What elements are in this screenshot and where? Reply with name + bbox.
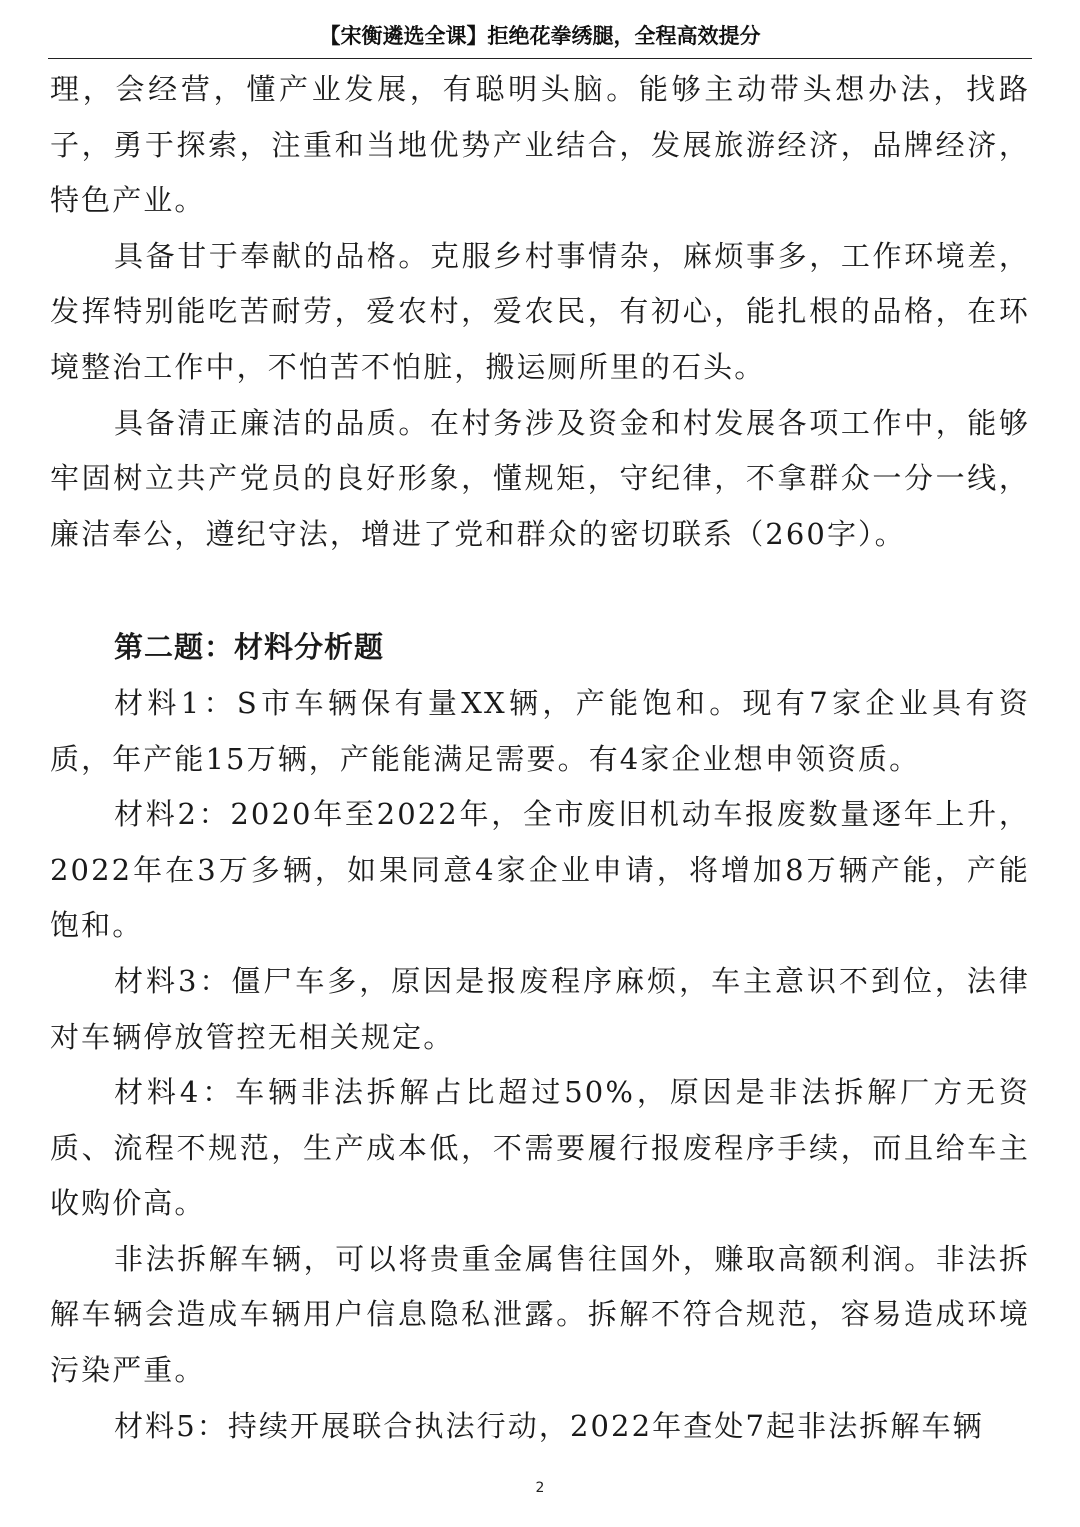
material-3: 材料3：僵尸车多，原因是报废程序麻烦，车主意识不到位，法律对车辆停放管控无相关规定。 [50,963,1030,1054]
material-4: 材料4：车辆非法拆解占比超过50%，原因是非法拆解厂方无资质、流程不规范，生产成本低，不需要履行报废程序手续，而且给车主收购价高。 [50,1075,1030,1221]
document-body [50,62,1030,1454]
material-1: 材料1：S市车辆保有量XX辆，产能饱和。现有7家企业具有资质，年产能15万辆，产能能满足需要。有4家企业想申领资质。 [50,685,1030,776]
material-5: 材料5：持续开展联合执法行动，2022年查处7起非法拆解车辆 [114,1408,984,1443]
header-divider [48,58,1032,59]
section-title: 第二题：材料分析题 [114,630,385,665]
page-header: 【宋衡遴选全课】拒绝花拳绣腿，全程高效提分 [319,24,761,48]
paragraph-continuation: 理，会经营，懂产业发展，有聪明头脑。能够主动带头想办法，找路子，勇于探索，注重和当地优势产业结合，发展旅游经济，品牌经济，特色产业。 [50,72,1030,218]
material-2: 材料2：2020年至2022年，全市废旧机动车报废数量逐年上升，2022年在3万多辆，如果同意4家企业申请，将增加8万辆产能，产能饱和。 [50,797,1030,943]
paragraph-integrity: 具备清正廉洁的品质。在村务涉及资金和村发展各项工作中，能够牢固树立共产党员的良好形象，懂规矩，守纪律，不拿群众一分一线，廉洁奉公，遵纪守法，增进了党和群众的密切联系（260字）。 [50,405,1030,551]
page-number: 2 [535,1480,545,1496]
material-4-continued: 非法拆解车辆，可以将贵重金属售往国外，赚取高额利润。非法拆解车辆会造成车辆用户信息隐私泄露。拆解不符合规范，容易造成环境污染严重。 [50,1241,1030,1388]
paragraph-dedication: 具备甘于奉献的品格。克服乡村事情杂，麻烦事多，工作环境差，发挥特别能吃苦耐劳，爱农村，爱农民，有初心，能扎根的品格，在环境整治工作中，不怕苦不怕脏，搬运厕所里的石头。 [50,238,1030,384]
section-spacer [50,562,1030,620]
